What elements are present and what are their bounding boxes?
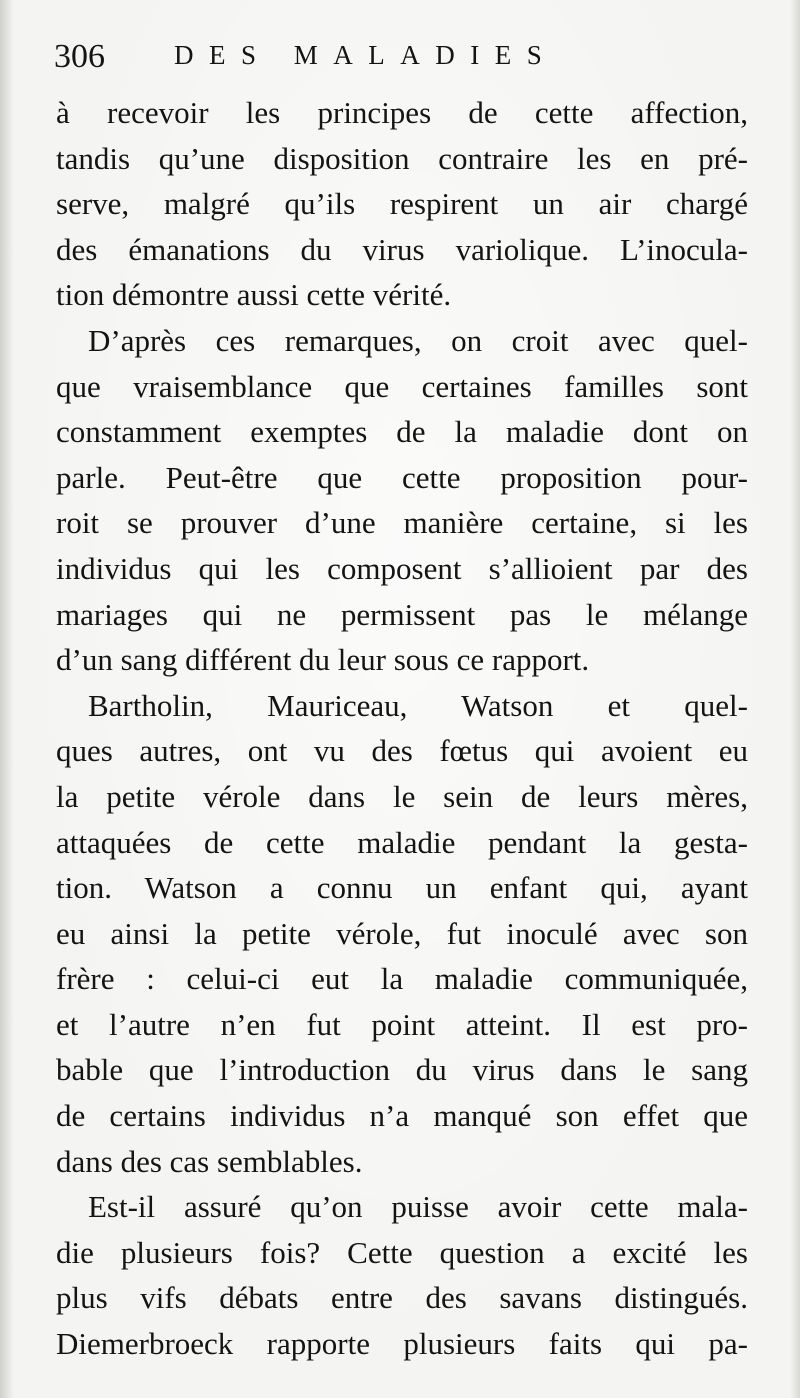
- page-edge-shadow: [790, 0, 800, 1398]
- text-line: tandis qu’une disposition contraire les en pré-: [56, 140, 748, 176]
- text-line: constamment exemptes de la maladie dont on: [56, 414, 748, 450]
- text-line: tion. Watson a connu un enfant qui, ayant: [56, 870, 748, 906]
- paragraph-start-line: Bartholin, Mauriceau, Watson et quel-: [88, 687, 748, 723]
- text-line: plus vifs débats entre des savans distingués.: [56, 1280, 748, 1316]
- text-line: mariages qui ne permissent pas le mélange: [56, 596, 748, 632]
- text-line: que vraisemblance que certaines familles sont: [56, 368, 748, 404]
- text-line: tion démontre aussi cette vérité.: [56, 277, 452, 313]
- page-number: 306: [54, 38, 105, 75]
- text-line: et l’autre n’en fut point atteint. Il est pro-: [56, 1006, 748, 1042]
- text-line: attaquées de cette maladie pendant la gesta-: [56, 824, 748, 860]
- text-line: Diemerbroeck rapporte plusieurs faits qui pa-: [56, 1326, 748, 1362]
- page-header: [54, 38, 754, 88]
- text-line: bable que l’introduction du virus dans le sang: [56, 1052, 748, 1088]
- text-line: roit se prouver d’une manière certaine, si les: [56, 505, 748, 541]
- text-line: de certains individus n’a manqué son effet que: [56, 1098, 748, 1134]
- page-gutter-shadow: [0, 0, 14, 1398]
- paragraph-start-line: Est-il assuré qu’on puisse avoir cette mala-: [88, 1189, 748, 1225]
- text-line: des émanations du virus variolique. L’inocula-: [56, 231, 748, 267]
- text-line: serve, malgré qu’ils respirent un air chargé: [56, 186, 748, 222]
- paragraph-start-line: D’après ces remarques, on croit avec quel-: [88, 322, 748, 358]
- running-head: DES MALADIES: [174, 40, 558, 70]
- text-line: eu ainsi la petite vérole, fut inoculé avec son: [56, 915, 748, 951]
- text-line: à recevoir les principes de cette affection,: [56, 95, 748, 130]
- text-line: la petite vérole dans le sein de leurs mères,: [56, 778, 748, 814]
- text-line: frère : celui-ci eut la maladie communiquée,: [56, 961, 748, 997]
- body-text: [56, 90, 748, 1367]
- text-line: d’un sang différent du leur sous ce rapport.: [56, 642, 590, 678]
- text-line: dans des cas semblables.: [56, 1143, 363, 1179]
- text-line: die plusieurs fois? Cette question a excité les: [56, 1234, 748, 1270]
- text-line: ques autres, ont vu des fœtus qui avoient eu: [56, 733, 748, 769]
- text-line: individus qui les composent s’allioient par des: [56, 550, 748, 586]
- text-line: parle. Peut-être que cette proposition pour-: [56, 459, 748, 495]
